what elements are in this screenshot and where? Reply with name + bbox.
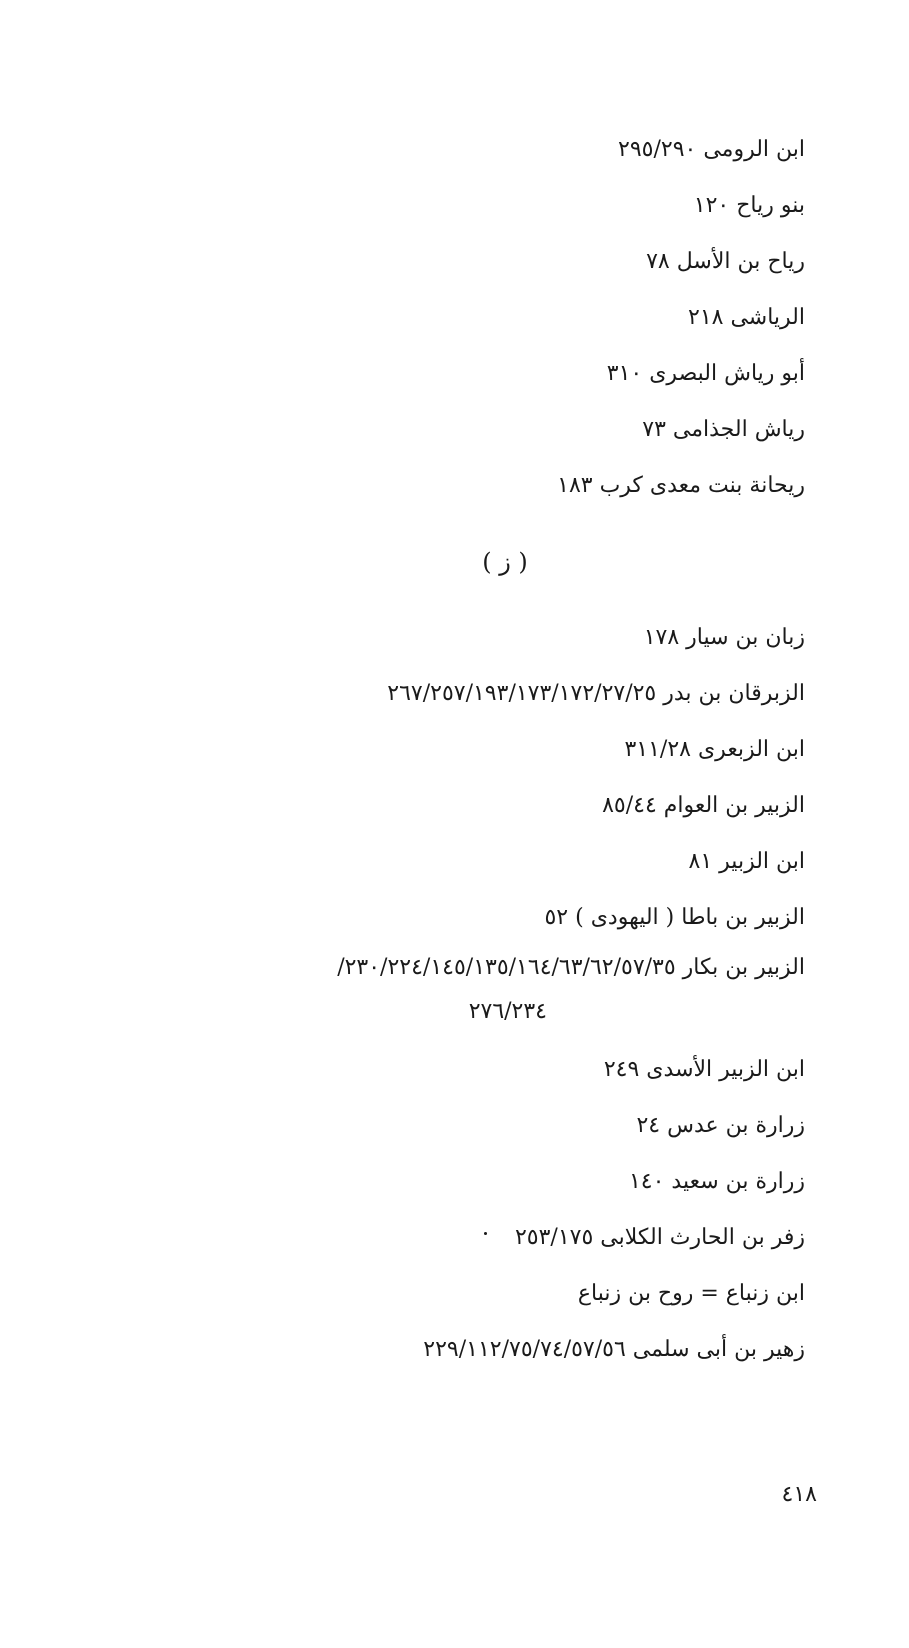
- index-entry: ابن الزبعرى ٣١١/٢٨: [624, 737, 805, 762]
- index-entry-continuation: ٢٧٦/٢٣٤: [468, 999, 547, 1024]
- index-entry: أبو رياش البصرى ٣١٠: [606, 361, 805, 386]
- index-entry: الزبرقان بن بدر ٢٦٧/٢٥٧/١٩٣/١٧٣/١٧٢/٢٧/٢٥: [387, 681, 805, 706]
- index-entry: زرارة بن سعيد ١٤٠: [628, 1169, 805, 1194]
- index-entries: [85, 122, 805, 1378]
- index-entry: ابن الزبير ٨١: [688, 849, 805, 874]
- index-entry-multiline: [85, 946, 805, 1042]
- index-entry: زرارة بن عدس ٢٤: [636, 1113, 805, 1138]
- print-speck: [484, 1232, 487, 1235]
- index-entry: زفر بن الحارث الكلابى ٢٥٣/١٧٥: [514, 1225, 805, 1250]
- index-entry: زبان بن سيار ١٧٨: [643, 625, 805, 650]
- index-entry: بنو رياح ١٢٠: [693, 193, 805, 218]
- index-entry: الزبير بن باطا ( اليهودى ) ٥٢: [544, 905, 805, 930]
- page-number: ٤١٨: [781, 1482, 817, 1507]
- index-entry: الرياشى ٢١٨: [688, 305, 805, 330]
- index-entry: ابن الزبير الأسدى ٢٤٩: [603, 1057, 805, 1082]
- index-entry: رياح بن الأسل ٧٨: [646, 249, 805, 274]
- index-entry: رياش الجذامى ٧٣: [642, 417, 805, 442]
- index-entry: زهير بن أبى سلمى ٢٢٩/١١٢/٧٥/٧٤/٥٧/٥٦: [423, 1337, 805, 1362]
- index-entry: ابن الرومى ٢٩٥/٢٩٠: [618, 137, 805, 162]
- index-entry: الزبير بن العوام ٨٥/٤٤: [602, 793, 805, 818]
- index-entry-line: الزبير بن بكار ٢٣٠/٢٢٤/١٤٥/١٣٥/١٦٤/٦٣/٦٢/٥٧/٣٥/: [337, 955, 805, 980]
- section-heading-zay: ( ز ): [482, 548, 528, 576]
- index-entry: ابن زنباع = روح بن زنباع: [577, 1281, 805, 1306]
- index-entry: ريحانة بنت معدى كرب ١٨٣: [557, 473, 805, 498]
